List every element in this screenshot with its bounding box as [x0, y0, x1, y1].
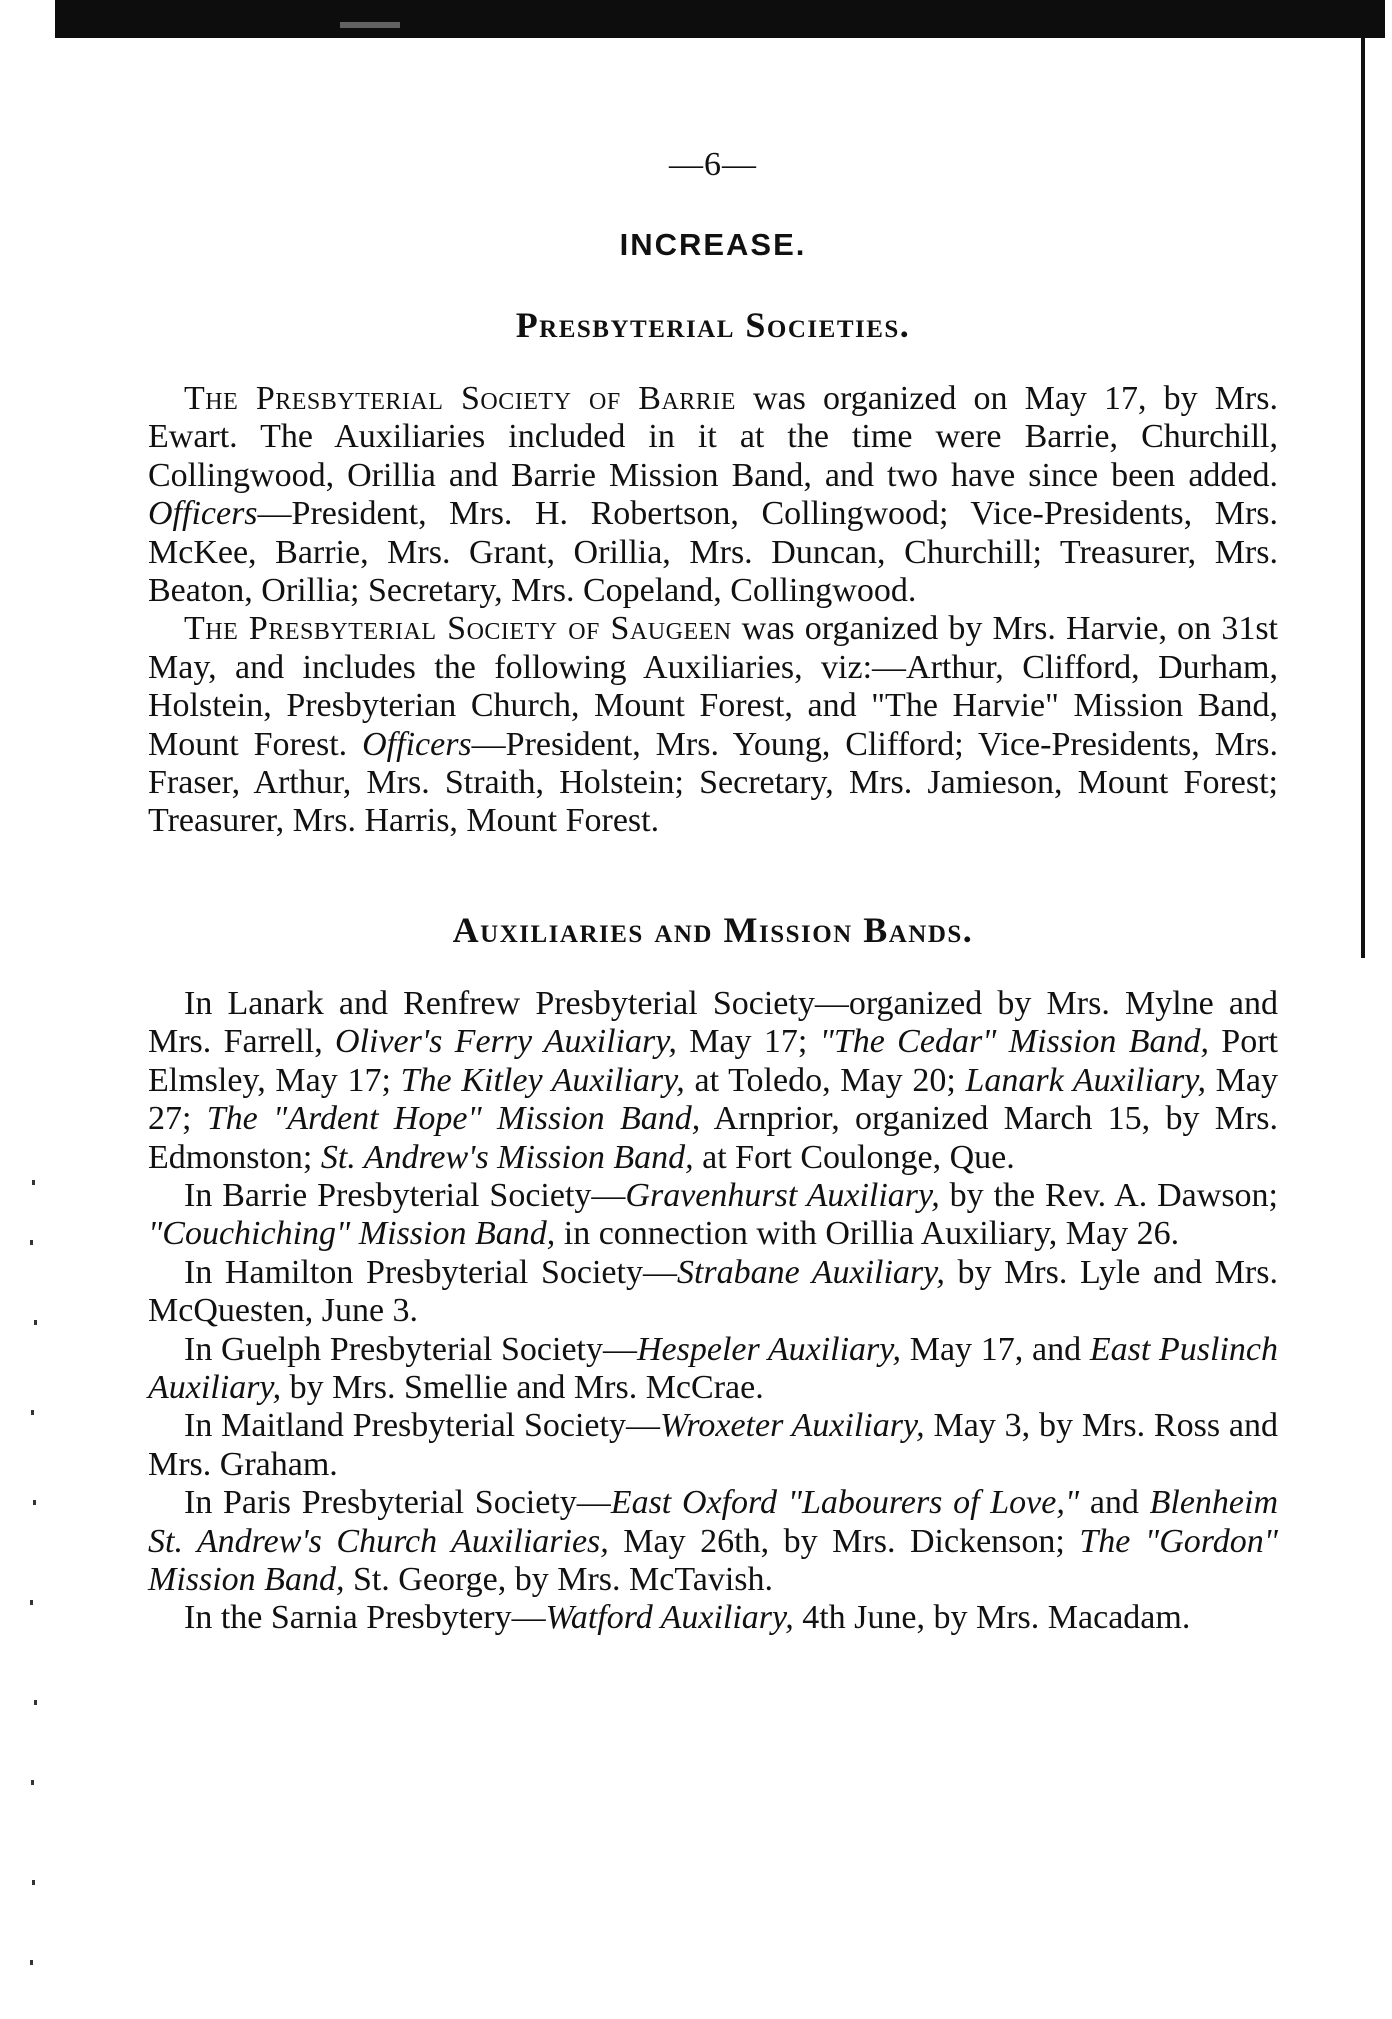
paragraph-text: In the Sarnia Presbytery—	[184, 1599, 546, 1637]
paragraph-text: In Maitland Presbyterial Society—	[184, 1407, 660, 1445]
officers-label: Officers	[362, 725, 472, 763]
margin-specks	[28, 1180, 48, 2000]
officers-text: —President, Mrs. Young, Clifford; Vice-Presidents, Mrs. Fraser, Arthur, Mrs. Straith, Holstein; Secretary, Mrs. Jamieson, Mount Forest; Treasurer, Mrs. Harris, Mount Forest.	[148, 725, 1278, 840]
paragraph-text: In Guelph Presbyterial Society—	[184, 1330, 637, 1368]
group-name: Hespeler Auxiliary,	[637, 1330, 901, 1368]
paragraph-text: May 27;	[148, 1061, 1279, 1138]
group-name: Wroxeter Auxiliary,	[659, 1407, 925, 1445]
paragraph-text: was organized on May 17, by Mrs. Ewart. The Auxiliaries included in it at the time were Barrie, Churchill, Collingwood, Orillia and Barrie Mission Band, and two have since been added.	[148, 380, 1278, 494]
paragraph-text: May 26th, by Mrs. Dickenson;	[608, 1522, 1080, 1560]
paragraph-text: at Toledo, May 20;	[684, 1061, 966, 1099]
auxiliaries-section	[148, 985, 1278, 1638]
group-name: The "Gordon" Mission Band,	[148, 1522, 1279, 1598]
paragraph-text: May 17;	[676, 1023, 820, 1061]
paragraph-text: was organized by Mrs. Harvie, on 31st May, and includes the following Auxiliaries, viz:—Arthur, Clifford, Durham, Holstein, Presbyterian Church, Mount Forest, and "The Harvie" Mission Band, Mount Forest.	[148, 610, 1278, 763]
group-name: Oliver's Ferry Auxiliary,	[335, 1023, 677, 1061]
guelph-paragraph	[148, 1331, 1278, 1408]
officers-text: —President, Mrs. H. Robertson, Collingwood; Vice-Presidents, Mrs. McKee, Barrie, Mrs. Grant, Orillia, Mrs. Duncan, Churchill; Treasurer, Mrs. Beaton, Orillia; Secretary, Mrs. Copeland, Collingwood.	[148, 495, 1278, 610]
presbyterial-societies-heading: Presbyterial Societies.	[515, 305, 911, 345]
paragraph-text: In Paris Presbyterial Society—	[184, 1484, 611, 1522]
group-name: St. Andrew's Mission Band,	[320, 1138, 694, 1176]
paragraph-text: May 17, and	[901, 1330, 1090, 1368]
paragraph-text: In Barrie Presbyterial Society—	[184, 1176, 626, 1214]
right-page-edge	[1361, 38, 1365, 958]
presbyterial-societies-section	[148, 380, 1278, 841]
paragraph-text: In Lanark and Renfrew Presbyterial Society—organized by Mrs. Mylne and Mrs. Farrell,	[148, 984, 1278, 1061]
paragraph-text: Port Elmsley, May 17;	[148, 1023, 1278, 1099]
group-name: Watford Auxiliary,	[545, 1599, 794, 1637]
barrie-auxiliaries-paragraph	[148, 1177, 1278, 1254]
document-page	[148, 140, 1278, 1638]
group-name: Strabane Auxiliary,	[676, 1253, 945, 1291]
paragraph-text: in connection with Orillia Auxiliary, May 26.	[555, 1215, 1180, 1253]
paragraph-text: St. George, by Mrs. McTavish.	[344, 1560, 774, 1598]
group-name: East Oxford "Labourers of Love,"	[610, 1484, 1080, 1522]
saugeen-society-paragraph	[148, 610, 1278, 840]
paragraph-text: May 3, by Mrs. Ross and Mrs. Graham.	[148, 1407, 1278, 1483]
group-name: "The Cedar" Mission Band,	[819, 1023, 1209, 1061]
paragraph-text: by the Rev. A. Dawson;	[939, 1176, 1279, 1214]
society-name: The Presbyterial Society of Saugeen	[184, 610, 732, 648]
group-name: Blenheim St. Andrew's Church Auxiliaries,	[148, 1484, 1279, 1560]
society-name: The Presbyterial Society of Barrie	[184, 380, 736, 417]
top-border-rule	[55, 0, 1385, 38]
group-name: Lanark Auxiliary,	[965, 1061, 1206, 1099]
officers-label: Officers	[148, 495, 258, 533]
paragraph-text: at Fort Coulonge, Que.	[693, 1138, 1015, 1176]
group-name: East Puslinch Auxiliary,	[148, 1330, 1279, 1406]
page-number: —6—	[669, 146, 757, 183]
auxiliaries-heading: Auxiliaries and Mission Bands.	[452, 909, 974, 950]
paragraph-text: and	[1079, 1484, 1150, 1522]
group-name: The "Ardent Hope" Mission Band,	[206, 1100, 701, 1138]
paragraph-text: by Mrs. Smellie and Mrs. McCrae.	[281, 1368, 764, 1406]
group-name: The Kitley Auxiliary,	[400, 1061, 685, 1099]
paris-paragraph	[148, 1484, 1278, 1599]
group-name: "Couchiching" Mission Band,	[148, 1215, 556, 1253]
lanark-renfrew-paragraph	[148, 985, 1278, 1177]
paragraph-text: by Mrs. Lyle and Mrs. McQuesten, June 3.	[148, 1253, 1278, 1330]
hamilton-paragraph	[148, 1254, 1278, 1331]
page-title: INCREASE.	[619, 227, 807, 262]
paragraph-text: 4th June, by Mrs. Macadam.	[793, 1599, 1191, 1637]
paragraph-text: In Hamilton Presbyterial Society—	[184, 1253, 677, 1291]
border-wear-mark	[340, 22, 400, 28]
maitland-paragraph	[148, 1407, 1278, 1484]
sarnia-paragraph	[148, 1599, 1278, 1637]
paragraph-text: Arnprior, organized March 15, by Mrs. Edmonston;	[148, 1100, 1278, 1176]
barrie-society-paragraph	[148, 380, 1278, 610]
group-name: Gravenhurst Auxiliary,	[625, 1176, 940, 1214]
